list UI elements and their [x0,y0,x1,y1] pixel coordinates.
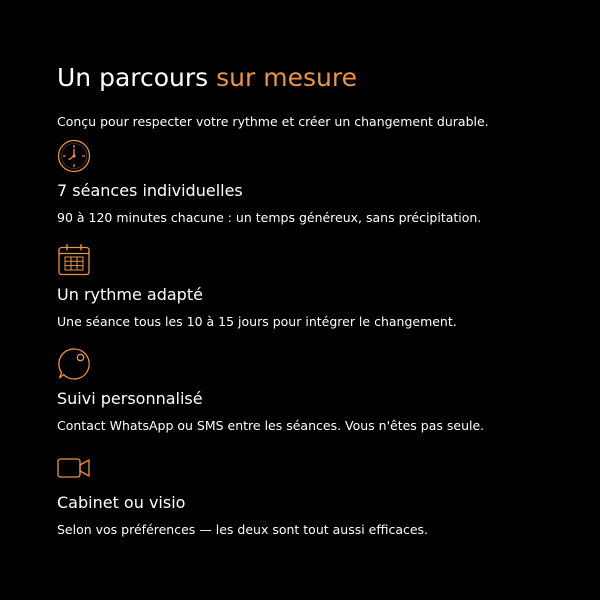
page-title-main: Un parcours [57,63,217,92]
video-camera-icon [57,451,91,485]
clock-icon [57,139,91,173]
page-subtitle: Conçu pour respecter votre rythme et créer un changement durable. [57,114,489,129]
page-title-accent: sur mesure [216,63,357,92]
feature-title: 7 séances individuelles [57,181,243,200]
feature-title: Suivi personnalisé [57,389,203,408]
page-title [57,60,357,96]
feature-follow-up [57,347,577,433]
feature-description: 90 à 120 minutes chacune : un temps généreux, sans précipitation. [57,210,482,225]
feature-sessions [57,139,577,225]
feature-description: Une séance tous les 10 à 15 jours pour intégrer le changement. [57,314,457,329]
calendar-icon [57,243,91,277]
feature-title: Un rythme adapté [57,285,203,304]
feature-location [57,451,577,537]
feature-description: Contact WhatsApp ou SMS entre les séances. Vous n'êtes pas seule. [57,418,485,433]
feature-title: Cabinet ou visio [57,493,186,512]
feature-rhythm [57,243,577,329]
feature-description: Selon vos préférences — les deux sont tout aussi efficaces. [57,522,429,537]
chat-bubble-icon [57,347,91,381]
